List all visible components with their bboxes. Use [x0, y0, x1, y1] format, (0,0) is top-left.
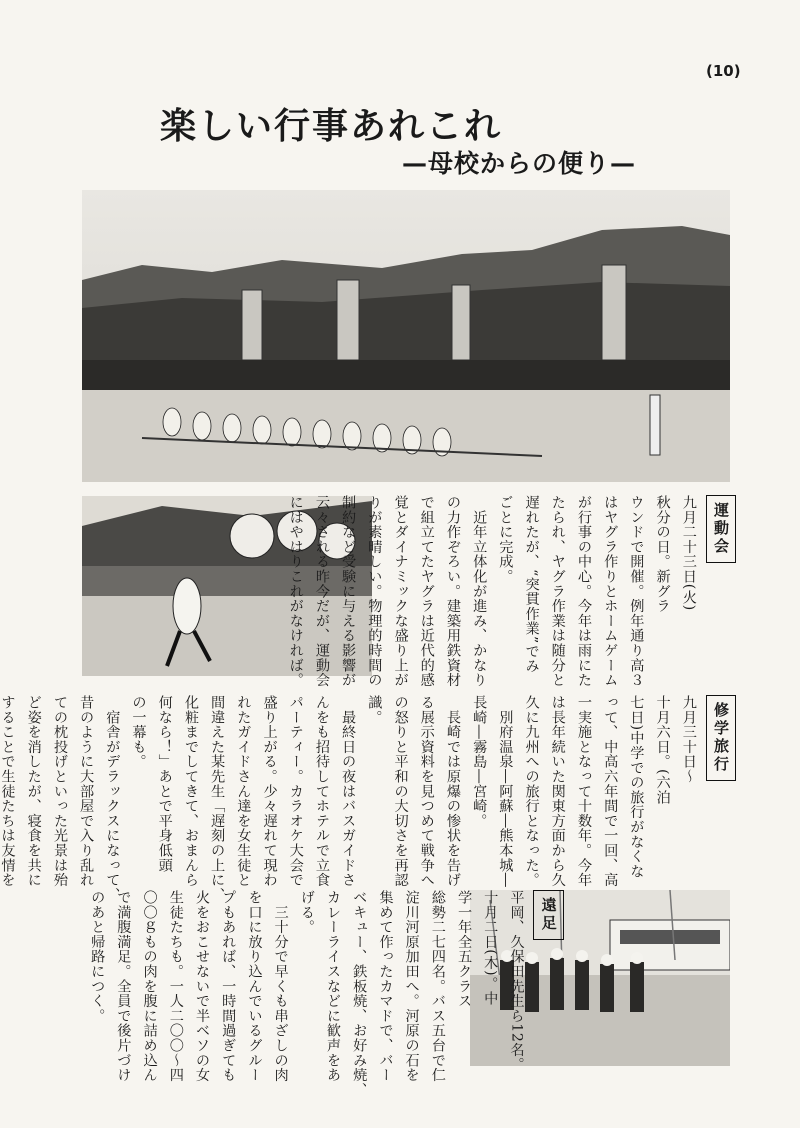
sports-day-heading: 運動会: [706, 495, 736, 563]
article-line: で満腹満足。全員で後片づけ: [115, 890, 132, 1083]
article-line: 平岡、久保田先生ら12名。: [508, 890, 525, 1073]
article-line: のあと帰路につく。: [89, 890, 106, 1024]
article-line: 秋分の日。新グラ: [654, 495, 671, 614]
article-line: 九月二十三日(火): [680, 495, 697, 611]
article-line: は長年続いた関東方面から久: [549, 695, 566, 888]
article-line: 覚とダイナミックな盛り上が: [392, 495, 409, 688]
article-line: を口に放り込んでいるグルー: [246, 890, 263, 1083]
article-line: の一幕も。: [130, 695, 147, 769]
article-line: カレーライスなどに歓声をあ: [325, 890, 342, 1083]
article-line: が行事の中心。今年は雨にた: [575, 495, 592, 688]
article-line: 学一年全五クラス: [456, 890, 473, 1009]
article-line: 総勢二七四名。バス五台で仁: [429, 890, 446, 1083]
article-line: れたガイドさん達を女生徒と: [235, 695, 252, 888]
article-line: 長崎では原爆の惨状を告げ: [444, 695, 461, 888]
article-line: 盛り上がる。少々遅れて現わ: [261, 695, 278, 888]
article-line: る展示資料を見つめて戦争へ: [418, 695, 435, 888]
article-line: ウンドで開催。例年通り高３: [628, 495, 645, 688]
article-line: 遅れたが、“突貫作業”でみ: [523, 495, 540, 674]
article-line: ごとに完成。: [497, 495, 514, 584]
article-line: 淀川河原加田へ。河原の石を: [403, 890, 420, 1083]
article-line: パーティー。カラオケ大会で: [287, 695, 304, 888]
article-line: 制約など受験に与える影響が: [340, 495, 357, 688]
article-line: 〇〇ｇもの肉を腹に詰め込ん: [141, 890, 158, 1083]
article-line: 昔のように大部屋で入り乱れ: [78, 695, 95, 888]
article-line: プもあれば、一時間過ぎても: [220, 890, 237, 1083]
article-line: 三十分で早くも串ざしの肉: [272, 890, 289, 1083]
article-line: 十月六日。(六泊: [654, 695, 671, 805]
page-subtitle: —母校からの便り—: [402, 149, 637, 178]
article-line: 宿舎がデラックスになって、: [104, 695, 121, 903]
page-title: 楽しい行事あれこれ: [160, 106, 503, 147]
article-line: ベキュー、鉄板焼、お好み焼、: [351, 890, 368, 1098]
article-line: りが素晴しい。物理的時間の: [366, 495, 383, 688]
article-line: たられ、ヤグラ作業は随分と: [549, 495, 566, 688]
article-line: 七日)中学での旅行がなくな: [628, 695, 645, 879]
article-line: 久に九州への旅行となった。: [523, 695, 540, 888]
article-line: 集めて作ったカマドで、バー: [377, 890, 394, 1083]
article-line: の怒りと平和の大切さを再認: [392, 695, 409, 888]
article-line: って、中高六年間で一回、高: [602, 695, 619, 888]
article-line: にはやはりこれがなければ。: [287, 495, 304, 688]
article-line: げる。: [298, 890, 315, 935]
article-line: することで生徒たちは友情を: [0, 695, 16, 888]
school-trip-article: [0, 695, 736, 903]
article-line: 識。: [366, 695, 383, 725]
article-line: 間違えた某先生「遅刻の上に、: [209, 695, 226, 903]
article-line: で組立てたヤグラは近代的感: [418, 495, 435, 688]
article-line: 火をおこせないで半ベソの女: [194, 890, 211, 1083]
article-line: はヤグラ作りとホームゲーム: [602, 495, 619, 688]
article-line: の力作ぞろい。建築用鉄資材: [444, 495, 461, 688]
article-line: 長崎―霧島―宮崎。: [471, 695, 488, 829]
excursion-heading: 遠足: [533, 890, 563, 940]
sports-day-article: [283, 495, 736, 688]
article-line: 化粧までしてきて、おまんら: [182, 695, 199, 888]
article-line: 近年立体化が進み、かなり: [471, 495, 488, 688]
sports-day-tug-of-war-photo: [82, 190, 730, 482]
article-line: 九月三十日～: [680, 695, 697, 784]
article-line: 最終日の夜はバスガイドさ: [340, 695, 357, 888]
article-line: 生徒たちも。一人二〇〇～四: [167, 890, 184, 1083]
school-trip-heading: 修学旅行: [706, 695, 736, 781]
page-number: (10): [706, 62, 741, 80]
article-line: んをも招待してホテルで立食: [313, 695, 330, 888]
article-line: 一実施となって十数年。今年: [575, 695, 592, 888]
article-line: ど姿を消したが、寝食を共に: [25, 695, 42, 888]
article-line: 何なら！」あとで平身低頭: [156, 695, 173, 873]
article-line: 十月二日(木)。中: [482, 890, 499, 1006]
article-line: ての枕投げといった光景は殆: [51, 695, 68, 888]
article-line: 別府温泉―阿蘇―熊本城―: [497, 695, 514, 888]
article-line: 云々される昨今だが、運動会: [313, 495, 330, 688]
excursion-article: [84, 890, 564, 1098]
